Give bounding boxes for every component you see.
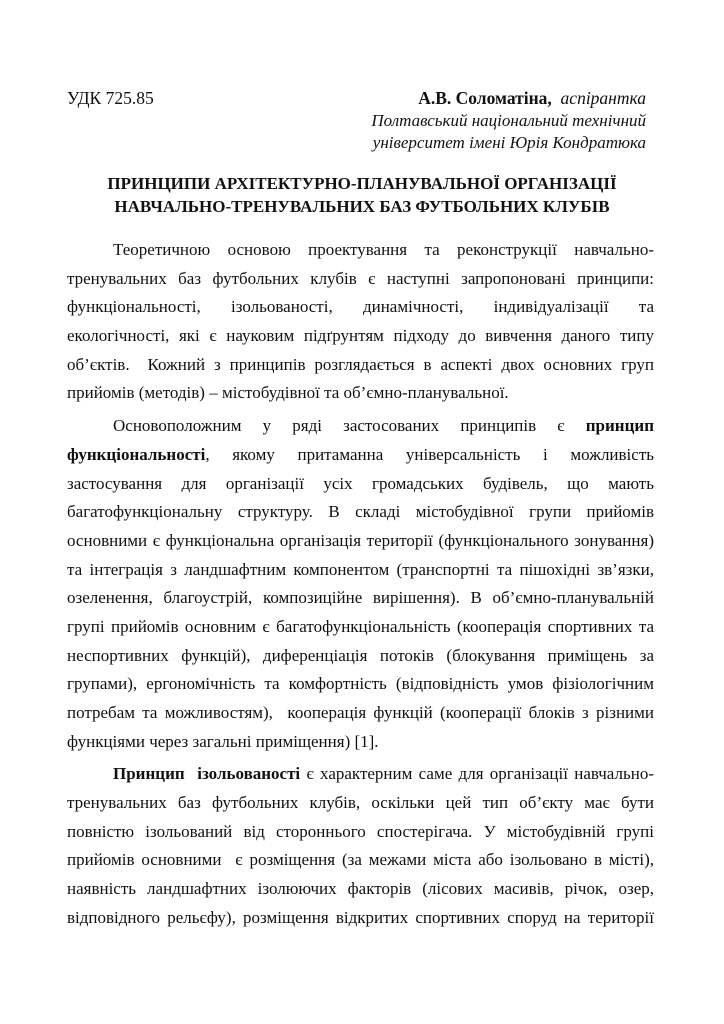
affiliation-line-1: Полтавський національний технічний — [371, 111, 646, 130]
text-line — [67, 265, 654, 294]
text-line — [67, 470, 654, 499]
text-segment: неспортивних функцій), диференціація потоків (блокування приміщень за — [67, 645, 654, 665]
text-line — [67, 293, 654, 322]
text-segment: функціональності, ізольованості, динамічності, індивідуалізації та — [67, 297, 654, 317]
text-line — [67, 875, 654, 904]
text-line — [67, 379, 654, 408]
text-line — [67, 818, 654, 847]
text-line — [67, 760, 654, 789]
paragraph — [67, 412, 654, 756]
text-segment: групі прийомів основним є багатофункціональність (кооперація спортивних та — [67, 616, 654, 636]
text-segment: багатофункціональну структуру. В складі містобудівної групи прийомів — [67, 502, 654, 522]
text-segment: екологічності, які є науковим підґрунтям підходу до вивчення даного типу — [67, 326, 654, 346]
text-segment: , якому притаманна універсальність і можливість — [205, 444, 654, 464]
author-role: аспірантка — [560, 88, 646, 108]
text-segment: Теоретичною основою проектування та реконструкції навчально- — [113, 240, 654, 259]
text-segment: Основоположним у ряді застосованих принципів є — [113, 416, 586, 436]
text-line — [67, 584, 654, 613]
text-line — [67, 642, 654, 671]
text-segment: прийомів основними є розміщення (за межами міста або ізольовано в місті), — [67, 850, 654, 870]
text-segment: основними є функціональна організація території (функціонального зонування) — [67, 530, 654, 550]
udk-code: УДК 725.85 — [67, 88, 154, 108]
bold-term: функціональності — [67, 444, 206, 464]
text-line — [67, 498, 654, 527]
text-line — [67, 441, 654, 470]
text-segment: відповідного рельєфу), розміщення відкритих спортивних споруд на території — [67, 907, 654, 927]
bold-term: Принцип ізольованості — [113, 764, 301, 784]
text-line — [67, 728, 654, 757]
author-name: А.В. Соломатіна, — [418, 88, 552, 108]
paragraph — [67, 236, 654, 408]
text-segment: прийомів (методів) – містобудівної та об’ємно-планувальної. — [67, 383, 509, 403]
text-line — [67, 670, 654, 699]
text-segment: є характерним саме для організації навчально- — [300, 764, 654, 784]
text-line — [67, 904, 654, 933]
text-line — [67, 789, 654, 818]
text-line — [67, 613, 654, 642]
paragraph — [67, 760, 654, 932]
text-segment: повністю ізольований від стороннього спостерігача. У містобудівній групі — [67, 821, 654, 841]
article-body — [67, 236, 654, 937]
article-title-line-1: ПРИНЦИПИ АРХІТЕКТУРНО-ПЛАНУВАЛЬНОЇ ОРГАНІЗАЦІЇ — [107, 174, 617, 193]
text-line — [67, 322, 654, 351]
text-line — [67, 846, 654, 875]
text-segment: тренувальних баз футбольних клубів є наступні запропоновані принципи: — [67, 268, 654, 288]
text-line — [67, 236, 654, 265]
text-segment: об’єктів. Кожний з принципів розглядається в аспекті двох основних груп — [67, 354, 654, 374]
text-segment: тренувальних баз футбольних клубів, оскільки цей тип об’єкту має бути — [67, 793, 654, 813]
text-line — [67, 556, 654, 585]
text-line — [67, 412, 654, 441]
text-segment: потребам та можливостям), кооперація функцій (кооперації блоків з різними — [67, 703, 654, 722]
bold-term: принцип — [585, 416, 654, 436]
article-title-line-2: НАВЧАЛЬНО-ТРЕНУВАЛЬНИХ БАЗ ФУТБОЛЬНИХ КЛУБІВ — [114, 197, 610, 216]
text-line — [67, 699, 654, 728]
text-segment: функціями через загальні приміщення) [1]. — [67, 731, 379, 751]
text-segment: наявність ландшафтних ізолюючих факторів (лісових масивів, річок, озер, — [67, 879, 654, 899]
text-segment: застосування для організації усіх громадських будівель, що мають — [67, 473, 654, 493]
text-segment: групами), ергономічність та комфортність (відповідність умов фізіологічним — [67, 674, 654, 694]
text-line — [67, 527, 654, 556]
text-segment: та інтеграція з ландшафтним компонентом (транспортні та пішохідні зв’язки, — [67, 559, 654, 579]
text-segment: озеленення, благоустрій, композиційне вирішення). В об’ємно-планувальній — [67, 588, 654, 608]
affiliation-line-2: університет імені Юрія Кондратюка — [372, 133, 646, 152]
author-line — [418, 88, 646, 109]
text-line — [67, 351, 654, 380]
